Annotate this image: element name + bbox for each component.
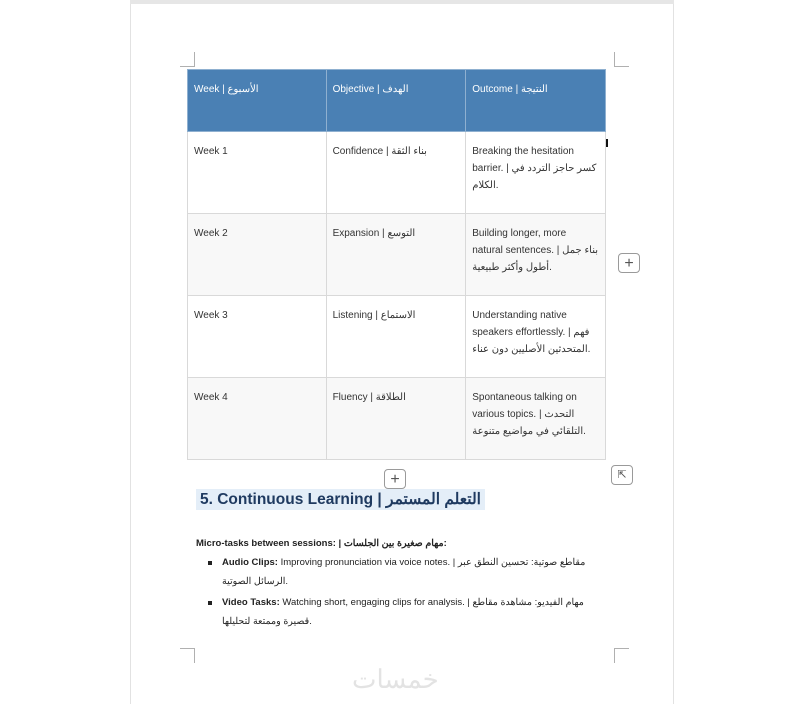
cell-outcome[interactable]: Understanding native speakers effortlessly. | فهم المتحدثين الأصليين دون عناء. (466, 296, 606, 378)
page-top-edge (130, 0, 674, 4)
add-column-button[interactable]: + (618, 253, 640, 273)
cell-objective[interactable]: Confidence | بناء الثقة (326, 132, 466, 214)
cell-week[interactable]: Week 1 (188, 132, 327, 214)
cell-outcome[interactable]: Building longer, more natural sentences. | بناء جمل أطول وأكثر طبيعية. (466, 214, 606, 296)
list-item (222, 593, 602, 631)
margin-corner-tr (614, 52, 629, 67)
list-item (222, 553, 602, 591)
margin-corner-tl (180, 52, 195, 67)
cell-week[interactable]: Week 2 (188, 214, 327, 296)
bullet-text: Watching short, engaging clips for analysis. | مهام الفيديو: مشاهدة مقاطع قصيرة وممتعة لتحليلها. (222, 597, 584, 627)
cell-outcome[interactable]: Breaking the hesitation barrier. | كسر حاجز التردد في الكلام. (466, 132, 606, 214)
add-row-button[interactable]: + (384, 469, 406, 489)
weekly-plan-table[interactable] (187, 69, 606, 460)
header-outcome[interactable]: Outcome | النتيجة (466, 70, 606, 132)
table-row (188, 296, 606, 378)
cell-week[interactable]: Week 4 (188, 378, 327, 460)
bullet-text: Improving pronunciation via voice notes. | مقاطع صوتية: تحسين النطق عبر الرسائل الصوتية. (222, 557, 586, 587)
text-cursor (606, 139, 608, 147)
cell-week[interactable]: Week 3 (188, 296, 327, 378)
cell-objective[interactable]: Fluency | الطلاقة (326, 378, 466, 460)
watermark-logo: خمسات (352, 664, 439, 694)
cell-objective[interactable]: Listening | الاستماع (326, 296, 466, 378)
cell-objective[interactable]: Expansion | التوسع (326, 214, 466, 296)
margin-corner-bl (180, 648, 195, 663)
table-row (188, 132, 606, 214)
table-header-row (188, 70, 606, 132)
margin-corner-br (614, 648, 629, 663)
header-week[interactable]: Week | الأسبوع (188, 70, 327, 132)
bullet-label: Video Tasks: (222, 597, 280, 608)
table-row (188, 214, 606, 296)
table-resize-handle-icon[interactable]: ⇱ (611, 465, 633, 485)
section-heading: 5. Continuous Learning | التعلم المستمر (196, 489, 485, 510)
cell-outcome[interactable]: Spontaneous talking on various topics. | التحدث التلقائي في مواضيع متنوعة. (466, 378, 606, 460)
header-objective[interactable]: Objective | الهدف (326, 70, 466, 132)
table-row (188, 378, 606, 460)
bullet-label: Audio Clips: (222, 557, 278, 568)
section-intro: Micro-tasks between sessions: | مهام صغيرة بين الجلسات: (196, 538, 447, 549)
